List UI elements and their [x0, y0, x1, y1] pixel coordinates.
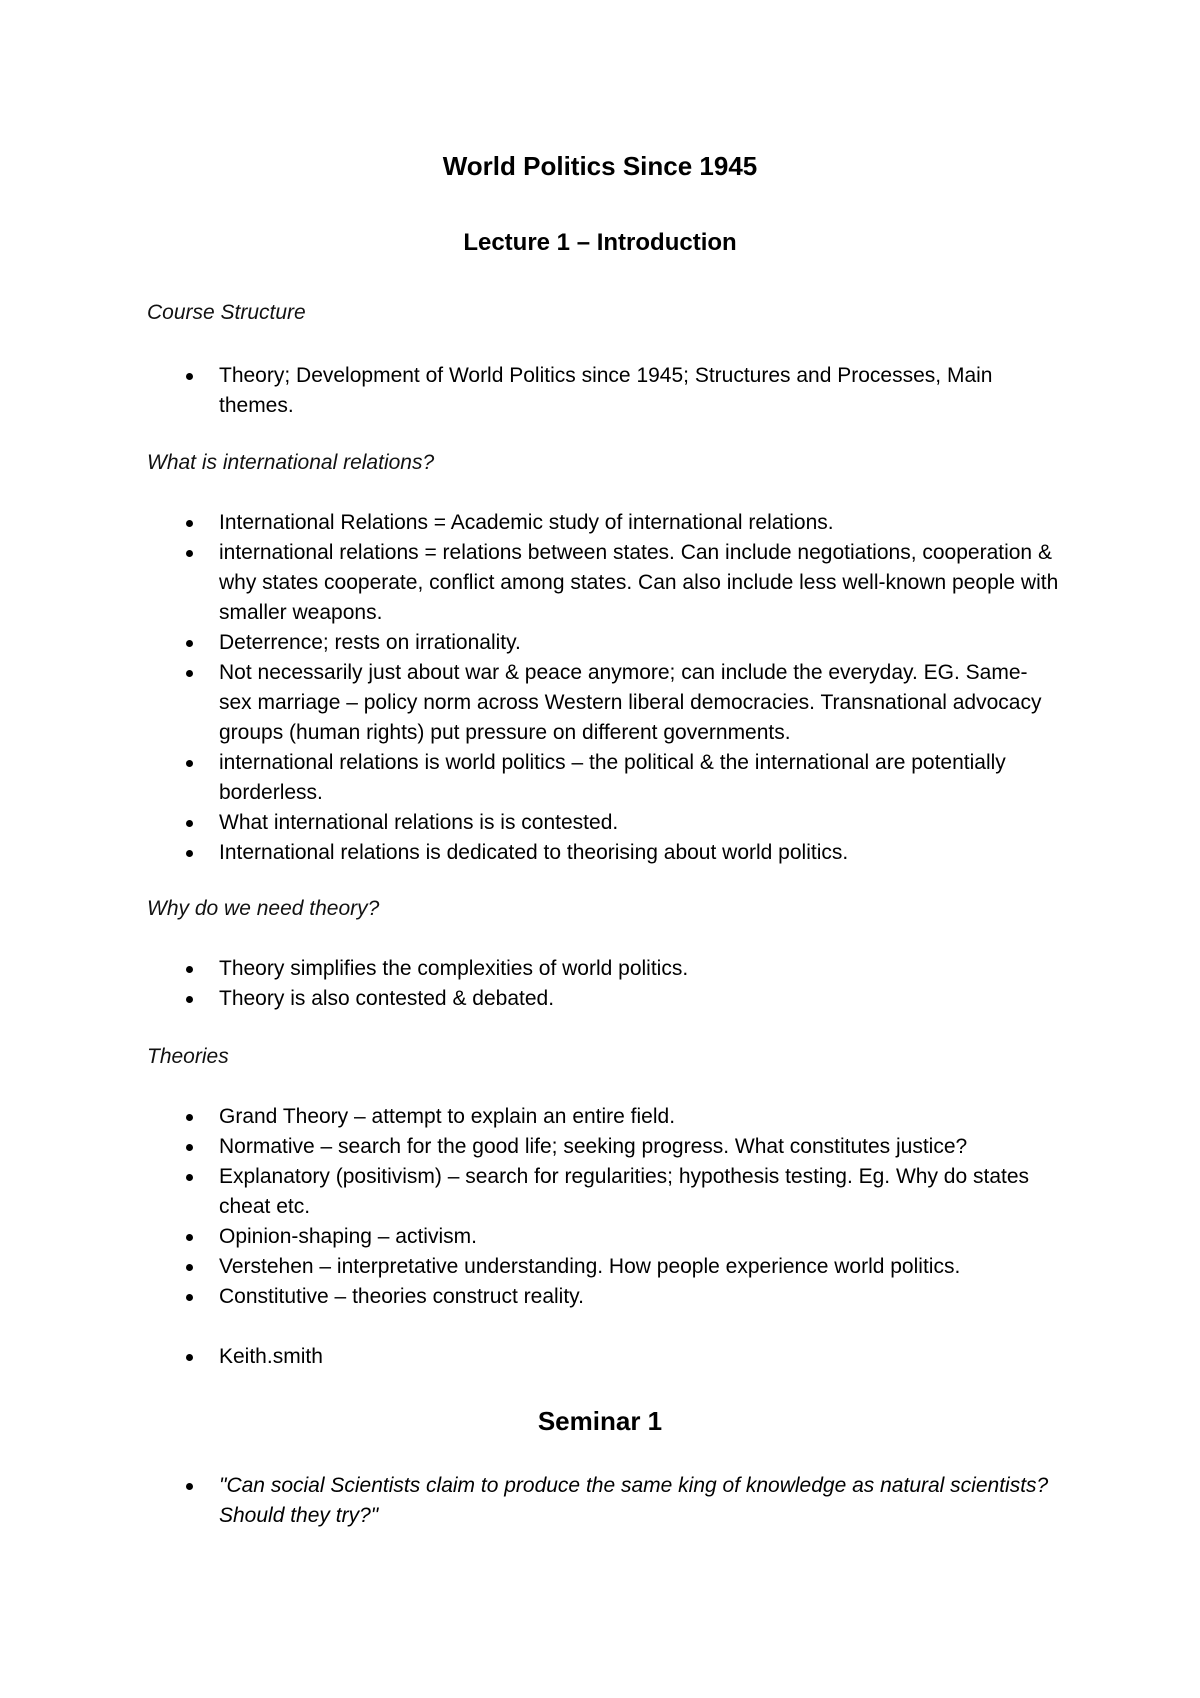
list-item — [0, 628, 1200, 658]
list-item — [0, 1222, 1200, 1252]
list-item — [0, 1162, 1200, 1222]
section-heading-course-structure: Course Structure — [147, 301, 306, 324]
lecture-title: Lecture 1 – Introduction — [463, 229, 737, 256]
list-item-text: international relations is world politics – the political & the international are potentially borderless. — [219, 751, 1006, 804]
bullet-icon — [186, 1294, 193, 1301]
list-item-text: Theory; Development of World Politics since 1945; Structures and Processes, Main themes. — [219, 364, 993, 417]
list-item-text: Theory simplifies the complexities of world politics. — [219, 957, 689, 980]
bullet-icon — [186, 1483, 193, 1490]
list-item — [0, 984, 1200, 1014]
bullet-icon — [186, 1354, 193, 1361]
bullet-icon — [186, 1174, 193, 1181]
list-item — [0, 361, 1200, 421]
list-item — [0, 1282, 1200, 1312]
list-item — [0, 1471, 1200, 1531]
bullet-icon — [186, 996, 193, 1003]
list-item — [0, 538, 1200, 628]
theories-list — [0, 1102, 1200, 1312]
list-item-text: Opinion-shaping – activism. — [219, 1225, 477, 1248]
section-heading-what-is-ir: What is international relations? — [147, 451, 435, 474]
bullet-icon — [186, 760, 193, 767]
list-item-text: International relations is dedicated to theorising about world politics. — [219, 841, 849, 864]
list-item — [0, 838, 1200, 868]
list-item — [0, 1342, 1200, 1372]
list-item-text: Verstehen – interpretative understanding. How people experience world politics. — [219, 1255, 961, 1278]
list-item-text: "Can social Scientists claim to produce the same king of knowledge as natural scientists? Should they try?" — [219, 1474, 1049, 1527]
section-heading-theories: Theories — [147, 1045, 229, 1068]
bullet-icon — [186, 640, 193, 647]
bullet-icon — [186, 966, 193, 973]
list-item-text: Normative – search for the good life; seeking progress. What constitutes justice? — [219, 1135, 968, 1158]
list-item-text: Explanatory (positivism) – search for regularities; hypothesis testing. Eg. Why do states cheat etc. — [219, 1165, 1030, 1218]
seminar-list — [0, 1471, 1200, 1531]
bullet-icon — [186, 373, 193, 380]
seminar-title: Seminar 1 — [537, 1406, 663, 1436]
list-item — [0, 748, 1200, 808]
list-item-text: Deterrence; rests on irrationality. — [219, 631, 521, 654]
bullet-icon — [186, 850, 193, 857]
course-structure-list — [0, 361, 1200, 421]
list-item — [0, 808, 1200, 838]
list-item-text: Theory is also contested & debated. — [219, 987, 555, 1010]
bullet-icon — [186, 670, 193, 677]
list-item-text: What international relations is is contested. — [219, 811, 619, 834]
why-theory-list — [0, 954, 1200, 1014]
bullet-icon — [186, 1264, 193, 1271]
bullet-icon — [186, 1114, 193, 1121]
list-item-text: Grand Theory – attempt to explain an entire field. — [219, 1105, 676, 1128]
list-item — [0, 508, 1200, 538]
list-item — [0, 1252, 1200, 1282]
bullet-icon — [186, 1234, 193, 1241]
list-item — [0, 1102, 1200, 1132]
bullet-icon — [186, 520, 193, 527]
bullet-icon — [186, 1144, 193, 1151]
list-item-text: international relations = relations between states. Can include negotiations, cooperation & why states cooperate, conflict among states. Can also include less well-known people with smaller weapons. — [219, 541, 1059, 624]
theories-extra-list — [0, 1342, 1200, 1372]
list-item — [0, 954, 1200, 984]
what-is-ir-list — [0, 508, 1200, 868]
list-item-text: International Relations = Academic study of international relations. — [219, 511, 834, 534]
document-title: World Politics Since 1945 — [442, 151, 758, 181]
section-heading-why-theory: Why do we need theory? — [147, 897, 380, 920]
bullet-icon — [186, 820, 193, 827]
list-item — [0, 658, 1200, 748]
list-item-text: Keith.smith — [219, 1345, 323, 1368]
list-item-text: Constitutive – theories construct reality. — [219, 1285, 584, 1308]
list-item-text: Not necessarily just about war & peace anymore; can include the everyday. EG. Same-sex marriage – policy norm across Western liberal democracies. Transnational advocacy groups (human rights) put pressure on different governments. — [219, 661, 1042, 744]
list-item — [0, 1132, 1200, 1162]
bullet-icon — [186, 550, 193, 557]
